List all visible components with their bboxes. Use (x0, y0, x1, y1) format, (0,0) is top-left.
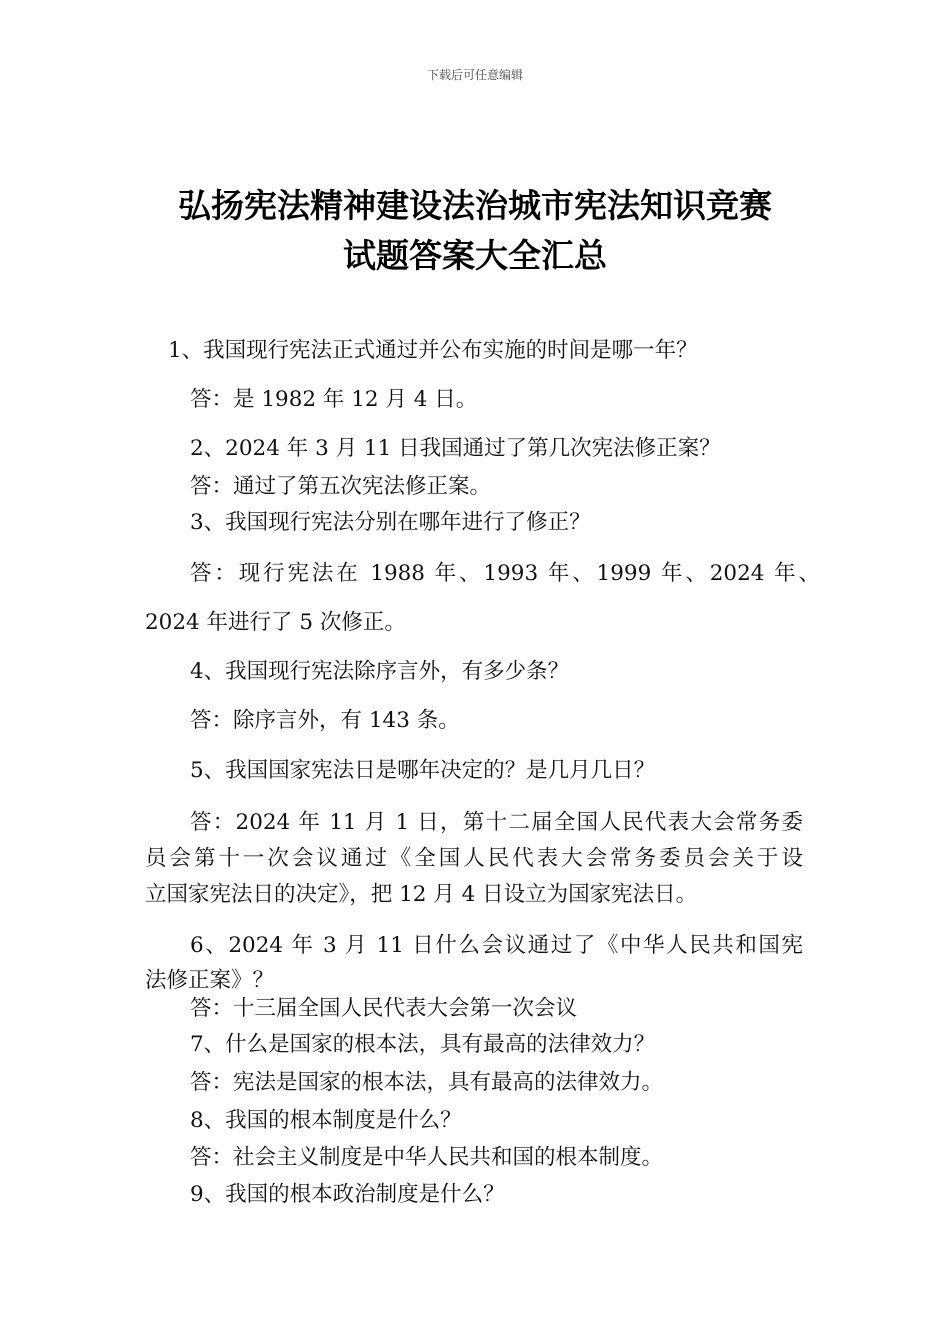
question-4: 4、我国现行宪法除序言外，有多少条？ (190, 659, 570, 684)
answer-5-line-1: 答：2024 年 11 月 1 日，第十二届全国人民代表大会常务委 (190, 810, 803, 835)
answer-3-line-2: 2024 年进行了 5 次修正。 (145, 610, 406, 635)
answer-5-line-2: 员会第十一次会议通过《全国人民代表大会常务委员会关于设 (145, 846, 803, 871)
question-8: 8、我国的根本制度是什么？ (190, 1108, 462, 1133)
question-7: 7、什么是国家的根本法，具有最高的法律效力？ (190, 1032, 656, 1057)
answer-1: 答：是 1982 年 12 月 4 日。 (190, 387, 478, 412)
answer-7: 答：宪法是国家的根本法，具有最高的法律效力。 (190, 1070, 664, 1095)
document-title-line-2: 试题答案大全汇总 (343, 236, 607, 275)
answer-2: 答：通过了第五次宪法修正案。 (190, 474, 492, 499)
question-6-line-1: 6、2024 年 3 月 11 日什么会议通过了《中华人民共和国宪 (190, 933, 803, 958)
answer-3-line-1: 答：现行宪法在 1988 年、1993 年、1999 年、2024 年、 (190, 561, 820, 586)
question-6-line-2: 法修正案》？ (145, 968, 275, 993)
answer-4: 答：除序言外，有 143 条。 (190, 708, 460, 733)
question-9: 9、我国的根本政治制度是什么？ (190, 1182, 505, 1207)
question-2: 2、2024 年 3 月 11 日我国通过了第几次宪法修正案？ (190, 436, 721, 461)
answer-8: 答：社会主义制度是中华人民共和国的根本制度。 (190, 1145, 664, 1170)
question-5: 5、我国国家宪法日是哪年决定的？是几月几日？ (190, 758, 656, 783)
answer-5-line-3: 立国家宪法日的决定》，把 12 月 4 日设立为国家宪法日。 (145, 882, 698, 907)
document-title-line-1: 弘扬宪法精神建设法治城市宪法知识竞赛 (178, 186, 772, 225)
question-3: 3、我国现行宪法分别在哪年进行了修正？ (190, 510, 591, 535)
answer-6: 答：十三届全国人民代表大会第一次会议 (190, 996, 578, 1021)
page-header: 下载后可任意编辑 (426, 68, 523, 82)
question-1: 1、我国现行宪法正式通过并公布实施的时间是哪一年？ (168, 338, 698, 363)
